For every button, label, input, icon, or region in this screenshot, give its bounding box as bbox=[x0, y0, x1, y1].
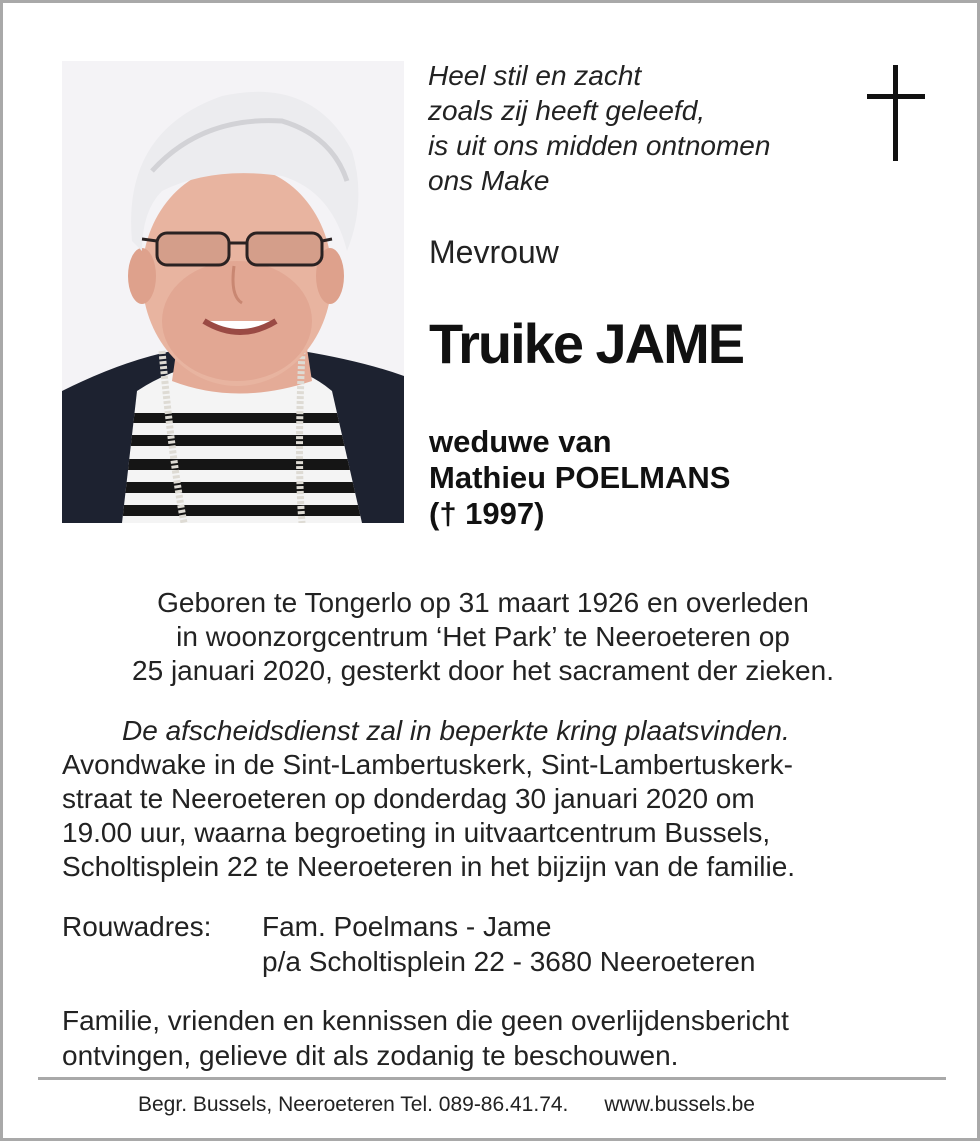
family-notice-line: Familie, vrienden en kennissen die geen overlijdensbericht bbox=[62, 1005, 789, 1036]
honorific-title: Mevrouw bbox=[429, 234, 559, 270]
service-intro: De afscheidsdienst zal in beperkte kring plaatsvinden. bbox=[122, 715, 790, 746]
widow-line: Mathieu POELMANS bbox=[429, 460, 731, 495]
birth-death-line: in woonzorgcentrum ‘Het Park’ te Neeroeteren op bbox=[176, 621, 790, 652]
footer-company: Begr. Bussels, Neeroeteren Tel. 089-86.41.74. bbox=[138, 1093, 569, 1116]
footer-website: www.bussels.be bbox=[604, 1093, 755, 1116]
footer-divider bbox=[38, 1077, 946, 1080]
mourning-address-label: Rouwadres: bbox=[62, 911, 212, 942]
poem-line: zoals zij heeft geleefd, bbox=[428, 95, 706, 126]
widow-of-block bbox=[429, 424, 730, 532]
birth-death-line: 25 januari 2020, gesterkt door het sacrament der zieken. bbox=[132, 655, 834, 686]
poem-line: Heel stil en zacht bbox=[428, 60, 642, 91]
poem-line: ons Make bbox=[428, 165, 550, 196]
poem bbox=[428, 58, 770, 198]
service-paragraph bbox=[62, 714, 942, 884]
birth-death-paragraph bbox=[43, 586, 923, 688]
service-line: 19.00 uur, waarna begroeting in uitvaartcentrum Bussels, bbox=[62, 817, 771, 848]
address-line: Fam. Poelmans - Jame bbox=[262, 911, 552, 942]
family-notice bbox=[62, 1003, 789, 1073]
portrait-photo bbox=[62, 61, 404, 523]
mourning-address-lines bbox=[262, 909, 755, 979]
service-line: straat te Neeroeteren op donderdag 30 januari 2020 om bbox=[62, 783, 755, 814]
widow-line: weduwe van bbox=[429, 424, 612, 459]
footer bbox=[138, 1093, 755, 1117]
address-line: p/a Scholtisplein 22 - 3680 Neeroeteren bbox=[262, 946, 756, 977]
service-line: Scholtisplein 22 te Neeroeteren in het bijzijn van de familie. bbox=[62, 851, 796, 882]
latin-cross-icon bbox=[867, 65, 925, 161]
poem-line: is uit ons midden ontnomen bbox=[428, 130, 771, 161]
service-line: Avondwake in de Sint-Lambertuskerk, Sint-Lambertuskerk- bbox=[62, 749, 793, 780]
family-notice-line: ontvingen, gelieve dit als zodanig te beschouwen. bbox=[62, 1040, 679, 1071]
deceased-name: Truike JAME bbox=[429, 312, 744, 375]
birth-death-line: Geboren te Tongerlo op 31 maart 1926 en overleden bbox=[157, 587, 809, 618]
widow-line: († 1997) bbox=[429, 496, 545, 531]
